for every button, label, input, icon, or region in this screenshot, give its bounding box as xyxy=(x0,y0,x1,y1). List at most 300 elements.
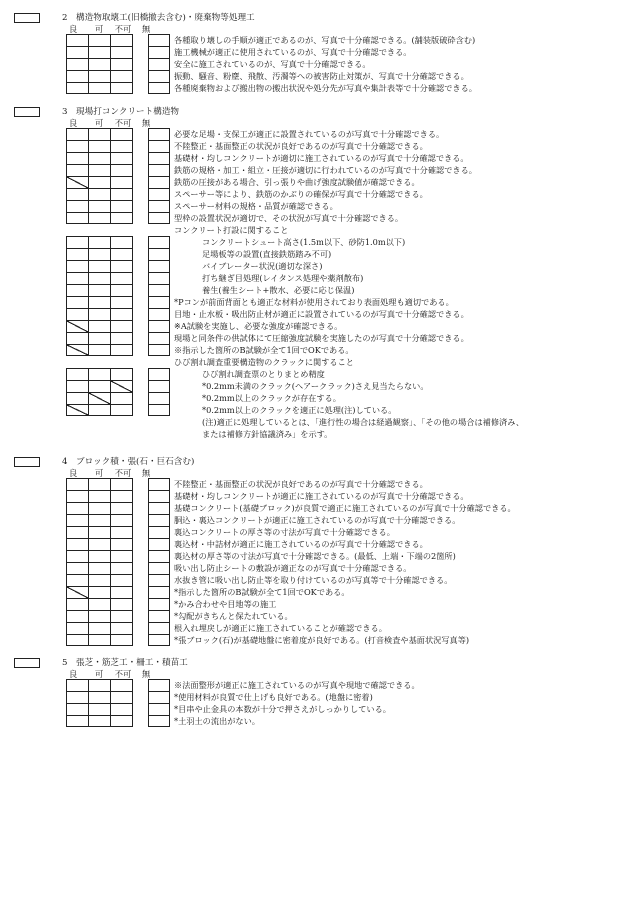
check-good-cell[interactable] xyxy=(66,332,88,344)
checklist-row xyxy=(66,634,606,646)
check-none-cell[interactable] xyxy=(148,200,170,212)
check-fair-cell[interactable] xyxy=(88,188,110,200)
section-score-box[interactable] xyxy=(14,457,40,467)
check-fair-cell[interactable] xyxy=(88,703,110,715)
section-score-box[interactable] xyxy=(14,658,40,668)
check-fair-cell[interactable] xyxy=(88,82,110,94)
check-poor-cell[interactable] xyxy=(110,691,132,703)
check-fair-cell[interactable] xyxy=(88,164,110,176)
check-poor-cell[interactable] xyxy=(110,610,132,622)
section-title: 3 現場打コンクリート構造物 xyxy=(62,107,180,117)
checklist-row xyxy=(66,502,606,514)
checklist-row xyxy=(66,380,606,392)
row-text: バイブレーター状況(適切な深さ) xyxy=(202,261,323,271)
row-text: ひび割れ調査重要構造物のクラックに関すること xyxy=(174,357,354,367)
row-text: 胴込・裏込コンクリートが適正に施工されているのが写真で十分確認できる。 xyxy=(174,515,461,525)
check-fair-cell[interactable] xyxy=(88,200,110,212)
check-none-cell[interactable] xyxy=(148,574,170,586)
row-text: 根入れ埋戻しが適正に施工されていることが確認できる。 xyxy=(174,623,387,633)
row-text: 打ち継ぎ目処理(レイタンス処理や薬剤散布) xyxy=(202,273,364,283)
check-good-cell[interactable] xyxy=(66,610,88,622)
check-fair-cell[interactable] xyxy=(88,538,110,550)
check-good-cell[interactable] xyxy=(66,176,88,188)
check-none-cell[interactable] xyxy=(148,404,170,416)
check-fair-cell[interactable] xyxy=(88,236,110,248)
check-fair-cell[interactable] xyxy=(88,46,110,58)
row-text: *張ブロック(石)が基礎地盤に密着度が良好である。(打音検査や基面状況写真等) xyxy=(174,635,470,645)
check-fair-cell[interactable] xyxy=(88,502,110,514)
checklist-row xyxy=(66,703,606,715)
checklist-row xyxy=(66,404,606,416)
row-text: コンクリートシュート高さ(1.5m以下、砂防1.0m以下) xyxy=(202,237,406,247)
checklist-row xyxy=(66,610,606,622)
check-poor-cell[interactable] xyxy=(110,248,132,260)
column-header: 良 xyxy=(68,669,78,679)
row-text: スペーサー等により、鉄筋のかぶりの確保が写真で十分確認できる。 xyxy=(174,189,428,199)
check-poor-cell[interactable] xyxy=(110,344,132,356)
check-poor-cell[interactable] xyxy=(110,70,132,82)
column-header: 不可 xyxy=(114,669,132,679)
check-good-cell[interactable] xyxy=(66,574,88,586)
check-none-cell[interactable] xyxy=(148,703,170,715)
row-text: コンクリート打設に関すること xyxy=(174,225,289,235)
check-good-cell[interactable] xyxy=(66,392,88,404)
row-text: 裏込材の厚さ等の寸法が写真で十分確認できる。(最低、上端・下端の2箇所) xyxy=(174,551,456,561)
checklist-row xyxy=(66,332,606,344)
check-none-cell[interactable] xyxy=(148,392,170,404)
row-text: *かみ合わせや目地等の施工 xyxy=(174,599,277,609)
check-poor-cell[interactable] xyxy=(110,82,132,94)
checklist-row xyxy=(66,320,606,332)
row-text: *0.2mm未満のクラック(ヘアークラック)さえ見当たらない。 xyxy=(202,381,429,391)
check-good-cell[interactable] xyxy=(66,368,88,380)
check-poor-cell[interactable] xyxy=(110,320,132,332)
section-title: 2 構造物取壊工(旧橋撤去含む)・廃棄物等処理工 xyxy=(62,13,255,23)
check-none-cell[interactable] xyxy=(148,140,170,152)
check-fair-cell[interactable] xyxy=(88,128,110,140)
checklist-row xyxy=(66,416,606,428)
checklist-row xyxy=(66,715,606,727)
row-text: または補修方針協議済み」を示す。 xyxy=(202,429,333,439)
check-poor-cell[interactable] xyxy=(110,58,132,70)
check-good-cell[interactable] xyxy=(66,691,88,703)
column-header: 可 xyxy=(94,468,104,478)
checklist-row xyxy=(66,478,606,490)
row-text: 裏込材・中詰材が適正に施工されているのが写真で十分確認できる。 xyxy=(174,539,428,549)
check-fair-cell[interactable] xyxy=(88,691,110,703)
row-text: *0.2mm以上のクラックを適正に処理(注)している。 xyxy=(202,405,397,415)
row-text: (注)適正に処理しているとは、「進行性の場合は経過観察」、「その他の場合は補修済み、 xyxy=(202,417,525,427)
check-none-cell[interactable] xyxy=(148,634,170,646)
check-poor-cell[interactable] xyxy=(110,200,132,212)
row-text: 基礎コンクリート(基礎ブロック)が良質で適正に施工されているのが写真で十分確認できる。 xyxy=(174,503,516,513)
checklist-row xyxy=(66,236,606,248)
check-fair-cell[interactable] xyxy=(88,404,110,416)
check-fair-cell[interactable] xyxy=(88,58,110,70)
check-none-cell[interactable] xyxy=(148,610,170,622)
check-fair-cell[interactable] xyxy=(88,598,110,610)
check-none-cell[interactable] xyxy=(148,562,170,574)
check-good-cell[interactable] xyxy=(66,634,88,646)
check-none-cell[interactable] xyxy=(148,176,170,188)
check-none-cell[interactable] xyxy=(148,128,170,140)
check-fair-cell[interactable] xyxy=(88,70,110,82)
checklist-row xyxy=(66,164,606,176)
checklist-row xyxy=(66,200,606,212)
check-poor-cell[interactable] xyxy=(110,404,132,416)
check-none-cell[interactable] xyxy=(148,152,170,164)
column-header: 無 xyxy=(141,468,151,478)
check-poor-cell[interactable] xyxy=(110,188,132,200)
check-poor-cell[interactable] xyxy=(110,272,132,284)
column-header: 無 xyxy=(141,24,151,34)
check-good-cell[interactable] xyxy=(66,284,88,296)
checklist-row xyxy=(66,224,606,236)
check-poor-cell[interactable] xyxy=(110,703,132,715)
check-good-cell[interactable] xyxy=(66,404,88,416)
check-fair-cell[interactable] xyxy=(88,34,110,46)
row-text: ※指示した箇所のB試験が全て1回でOKである。 xyxy=(174,345,354,355)
check-fair-cell[interactable] xyxy=(88,574,110,586)
check-good-cell[interactable] xyxy=(66,152,88,164)
check-poor-cell[interactable] xyxy=(110,152,132,164)
checklist-row xyxy=(66,212,606,224)
check-fair-cell[interactable] xyxy=(88,284,110,296)
check-fair-cell[interactable] xyxy=(88,392,110,404)
row-text: 養生(養生シート+散水、必要に応じ保温) xyxy=(202,285,355,295)
check-fair-cell[interactable] xyxy=(88,634,110,646)
check-good-cell[interactable] xyxy=(66,70,88,82)
checklist-row xyxy=(66,152,606,164)
row-text: 水抜き管に吸い出し防止等を取り付けているのが写真等で十分確認できる。 xyxy=(174,575,453,585)
check-none-cell[interactable] xyxy=(148,272,170,284)
check-good-cell[interactable] xyxy=(66,490,88,502)
checklist-row xyxy=(66,248,606,260)
checklist-row xyxy=(66,392,606,404)
row-text: 目地・止水板・吸出防止材が適正に設置されているのが写真で十分確認できる。 xyxy=(174,309,469,319)
check-poor-cell[interactable] xyxy=(110,586,132,598)
row-text: 不陸整正・基面整正の状況が良好であるのが写真で十分確認できる。 xyxy=(174,479,428,489)
row-text: 各種廃棄物および搬出物の搬出状況や処分先が写真や集計表等で十分確認できる。 xyxy=(174,83,477,93)
check-poor-cell[interactable] xyxy=(110,526,132,538)
checklist-row xyxy=(66,368,606,380)
check-poor-cell[interactable] xyxy=(110,598,132,610)
row-text: 鉄筋の圧接がある場合、引っ張りや曲げ強度試験値が確認できる。 xyxy=(174,177,420,187)
column-header: 不可 xyxy=(114,24,132,34)
check-none-cell[interactable] xyxy=(148,188,170,200)
check-good-cell[interactable] xyxy=(66,344,88,356)
check-fair-cell[interactable] xyxy=(88,272,110,284)
check-none-cell[interactable] xyxy=(148,598,170,610)
row-text: *指示した箇所のB試験が全て1回でOKである。 xyxy=(174,587,350,597)
checklist-row xyxy=(66,622,606,634)
checklist-row xyxy=(66,128,606,140)
check-good-cell[interactable] xyxy=(66,164,88,176)
check-good-cell[interactable] xyxy=(66,715,88,727)
row-text: ※A試験を実施し、必要な強度が確認できる。 xyxy=(174,321,343,331)
row-text: 吸い出し防止シートの敷設が適正なのが写真で十分確認できる。 xyxy=(174,563,412,573)
checklist-row xyxy=(66,550,606,562)
row-text: *0.2mm以上のクラックが存在する。 xyxy=(202,393,341,403)
row-text: *目串や止金具の本数が十分で押さえがしっかりしている。 xyxy=(174,704,391,714)
checklist-row xyxy=(66,562,606,574)
check-none-cell[interactable] xyxy=(148,344,170,356)
column-header: 良 xyxy=(68,24,78,34)
check-fair-cell[interactable] xyxy=(88,490,110,502)
checklist-row xyxy=(66,526,606,538)
check-fair-cell[interactable] xyxy=(88,332,110,344)
check-fair-cell[interactable] xyxy=(88,368,110,380)
checklist-row xyxy=(66,308,606,320)
check-poor-cell[interactable] xyxy=(110,574,132,586)
section-title: 4 ブロック積・張(石・巨石含む) xyxy=(62,457,195,467)
check-good-cell[interactable] xyxy=(66,598,88,610)
check-good-cell[interactable] xyxy=(66,679,88,691)
check-good-cell[interactable] xyxy=(66,526,88,538)
check-none-cell[interactable] xyxy=(148,284,170,296)
row-text: 振動、騒音、粉塵、飛散、汚濁等への被害防止対策が、写真で十分確認できる。 xyxy=(174,71,469,81)
row-text: ひび割れ調査票のとりまとめ精度 xyxy=(202,369,325,379)
check-good-cell[interactable] xyxy=(66,200,88,212)
check-good-cell[interactable] xyxy=(66,58,88,70)
row-text: スペーサー材料の規格・品質が確認できる。 xyxy=(174,201,338,211)
check-poor-cell[interactable] xyxy=(110,634,132,646)
checklist-row xyxy=(66,34,606,46)
check-fair-cell[interactable] xyxy=(88,514,110,526)
check-poor-cell[interactable] xyxy=(110,368,132,380)
checklist-row xyxy=(66,356,606,368)
check-fair-cell[interactable] xyxy=(88,526,110,538)
column-header: 可 xyxy=(94,669,104,679)
check-poor-cell[interactable] xyxy=(110,514,132,526)
check-good-cell[interactable] xyxy=(66,550,88,562)
check-none-cell[interactable] xyxy=(148,550,170,562)
check-fair-cell[interactable] xyxy=(88,296,110,308)
checklist-row xyxy=(66,538,606,550)
row-text: *Pコンが前面背面とも適正な材料が使用されており表面処理も適切である。 xyxy=(174,297,454,307)
check-good-cell[interactable] xyxy=(66,82,88,94)
check-good-cell[interactable] xyxy=(66,502,88,514)
check-good-cell[interactable] xyxy=(66,236,88,248)
check-fair-cell[interactable] xyxy=(88,610,110,622)
check-fair-cell[interactable] xyxy=(88,152,110,164)
column-header: 不可 xyxy=(114,468,132,478)
checklist-row xyxy=(66,176,606,188)
checklist-row xyxy=(66,514,606,526)
check-fair-cell[interactable] xyxy=(88,562,110,574)
check-poor-cell[interactable] xyxy=(110,332,132,344)
check-none-cell[interactable] xyxy=(148,212,170,224)
check-fair-cell[interactable] xyxy=(88,176,110,188)
row-text: 裏込コンクリートの厚さ等の寸法が写真で十分確認できる。 xyxy=(174,527,395,537)
check-none-cell[interactable] xyxy=(148,691,170,703)
checklist-row xyxy=(66,296,606,308)
check-none-cell[interactable] xyxy=(148,622,170,634)
check-none-cell[interactable] xyxy=(148,82,170,94)
checklist-row xyxy=(66,58,606,70)
check-none-cell[interactable] xyxy=(148,380,170,392)
check-poor-cell[interactable] xyxy=(110,34,132,46)
check-poor-cell[interactable] xyxy=(110,176,132,188)
check-poor-cell[interactable] xyxy=(110,538,132,550)
check-poor-cell[interactable] xyxy=(110,679,132,691)
check-good-cell[interactable] xyxy=(66,320,88,332)
section-score-box[interactable] xyxy=(14,13,40,23)
check-none-cell[interactable] xyxy=(148,538,170,550)
check-good-cell[interactable] xyxy=(66,622,88,634)
check-poor-cell[interactable] xyxy=(110,236,132,248)
check-poor-cell[interactable] xyxy=(110,392,132,404)
check-none-cell[interactable] xyxy=(148,502,170,514)
check-none-cell[interactable] xyxy=(148,514,170,526)
check-poor-cell[interactable] xyxy=(110,502,132,514)
check-good-cell[interactable] xyxy=(66,586,88,598)
column-header: 無 xyxy=(141,669,151,679)
check-none-cell[interactable] xyxy=(148,526,170,538)
section-title: 5 張芝・筋芝工・柵工・積苗工 xyxy=(62,658,188,668)
checklist-row xyxy=(66,82,606,94)
check-none-cell[interactable] xyxy=(148,308,170,320)
checklist-row xyxy=(66,598,606,610)
check-none-cell[interactable] xyxy=(148,368,170,380)
check-none-cell[interactable] xyxy=(148,490,170,502)
check-poor-cell[interactable] xyxy=(110,46,132,58)
check-good-cell[interactable] xyxy=(66,478,88,490)
check-none-cell[interactable] xyxy=(148,236,170,248)
column-header: 不可 xyxy=(114,118,132,128)
row-text: 現場と同条件の供試体にて圧縮強度試験を実施したのが写真で十分確認できる。 xyxy=(174,333,469,343)
check-good-cell[interactable] xyxy=(66,380,88,392)
checklist-row xyxy=(66,46,606,58)
check-poor-cell[interactable] xyxy=(110,478,132,490)
check-good-cell[interactable] xyxy=(66,308,88,320)
check-fair-cell[interactable] xyxy=(88,308,110,320)
checklist-row xyxy=(66,586,606,598)
check-none-cell[interactable] xyxy=(148,260,170,272)
checklist-row xyxy=(66,344,606,356)
column-header: 可 xyxy=(94,118,104,128)
check-fair-cell[interactable] xyxy=(88,622,110,634)
check-none-cell[interactable] xyxy=(148,46,170,58)
check-none-cell[interactable] xyxy=(148,296,170,308)
check-none-cell[interactable] xyxy=(148,586,170,598)
check-none-cell[interactable] xyxy=(148,478,170,490)
check-poor-cell[interactable] xyxy=(110,164,132,176)
column-header: 無 xyxy=(141,118,151,128)
check-good-cell[interactable] xyxy=(66,188,88,200)
check-good-cell[interactable] xyxy=(66,260,88,272)
check-poor-cell[interactable] xyxy=(110,260,132,272)
checklist-row xyxy=(66,284,606,296)
check-fair-cell[interactable] xyxy=(88,478,110,490)
check-none-cell[interactable] xyxy=(148,715,170,727)
check-poor-cell[interactable] xyxy=(110,296,132,308)
row-text: 鉄筋の規格・加工・組立・圧接が適切に行われているのが写真で十分確認できる。 xyxy=(174,165,477,175)
checklist-row xyxy=(66,428,606,440)
check-good-cell[interactable] xyxy=(66,514,88,526)
check-good-cell[interactable] xyxy=(66,703,88,715)
check-none-cell[interactable] xyxy=(148,70,170,82)
check-poor-cell[interactable] xyxy=(110,128,132,140)
check-fair-cell[interactable] xyxy=(88,550,110,562)
row-text: *土羽土の流出がない。 xyxy=(174,716,260,726)
check-poor-cell[interactable] xyxy=(110,562,132,574)
check-fair-cell[interactable] xyxy=(88,320,110,332)
checklist-row xyxy=(66,140,606,152)
checklist-row xyxy=(66,574,606,586)
check-good-cell[interactable] xyxy=(66,128,88,140)
check-none-cell[interactable] xyxy=(148,679,170,691)
row-text: *勾配がきちんと保たれている。 xyxy=(174,611,293,621)
check-fair-cell[interactable] xyxy=(88,586,110,598)
row-text: 不陸整正・基面整正の状況が良好であるのが写真で十分確認できる。 xyxy=(174,141,428,151)
check-poor-cell[interactable] xyxy=(110,308,132,320)
row-text: 必要な足場・支保工が適正に設置されているのが写真で十分確認できる。 xyxy=(174,129,445,139)
column-header: 可 xyxy=(94,24,104,34)
check-fair-cell[interactable] xyxy=(88,679,110,691)
check-poor-cell[interactable] xyxy=(110,284,132,296)
check-good-cell[interactable] xyxy=(66,212,88,224)
column-header: 良 xyxy=(68,468,78,478)
check-good-cell[interactable] xyxy=(66,562,88,574)
check-fair-cell[interactable] xyxy=(88,140,110,152)
check-good-cell[interactable] xyxy=(66,140,88,152)
column-header: 良 xyxy=(68,118,78,128)
check-good-cell[interactable] xyxy=(66,272,88,284)
checklist-row xyxy=(66,188,606,200)
check-fair-cell[interactable] xyxy=(88,380,110,392)
checklist-row xyxy=(66,679,606,691)
check-poor-cell[interactable] xyxy=(110,140,132,152)
row-text: 足場板等の設置(直接鉄筋踏み不可) xyxy=(202,249,332,259)
check-poor-cell[interactable] xyxy=(110,490,132,502)
check-good-cell[interactable] xyxy=(66,34,88,46)
check-none-cell[interactable] xyxy=(148,332,170,344)
check-fair-cell[interactable] xyxy=(88,715,110,727)
checklist-row xyxy=(66,70,606,82)
check-good-cell[interactable] xyxy=(66,46,88,58)
row-text: 型枠の設置状況が適切で、その状況が写真で十分確認できる。 xyxy=(174,213,404,223)
checklist-row xyxy=(66,272,606,284)
check-poor-cell[interactable] xyxy=(110,550,132,562)
row-text: 施工機械が適正に使用されているのが、写真で十分確認できる。 xyxy=(174,47,412,57)
check-none-cell[interactable] xyxy=(148,34,170,46)
check-poor-cell[interactable] xyxy=(110,715,132,727)
check-fair-cell[interactable] xyxy=(88,260,110,272)
check-poor-cell[interactable] xyxy=(110,380,132,392)
section-score-box[interactable] xyxy=(14,107,40,117)
check-good-cell[interactable] xyxy=(66,538,88,550)
checklist-row xyxy=(66,691,606,703)
check-good-cell[interactable] xyxy=(66,296,88,308)
row-text: 基礎材・均しコンクリートが適切に施工されているのが写真で十分確認できる。 xyxy=(174,153,469,163)
check-fair-cell[interactable] xyxy=(88,344,110,356)
row-text: 安全に施工されているのが、写真で十分確認できる。 xyxy=(174,59,371,69)
check-none-cell[interactable] xyxy=(148,248,170,260)
check-fair-cell[interactable] xyxy=(88,248,110,260)
check-none-cell[interactable] xyxy=(148,164,170,176)
check-poor-cell[interactable] xyxy=(110,622,132,634)
check-none-cell[interactable] xyxy=(148,58,170,70)
checklist-row xyxy=(66,490,606,502)
check-poor-cell[interactable] xyxy=(110,212,132,224)
row-text: 基礎材・均しコンクリートが適正に施工されているのが写真で十分確認できる。 xyxy=(174,491,469,501)
check-none-cell[interactable] xyxy=(148,320,170,332)
row-text: *使用材料が良質で仕上げも良好である。(地盤に密着) xyxy=(174,692,373,702)
checklist-row xyxy=(66,260,606,272)
check-fair-cell[interactable] xyxy=(88,212,110,224)
check-good-cell[interactable] xyxy=(66,248,88,260)
